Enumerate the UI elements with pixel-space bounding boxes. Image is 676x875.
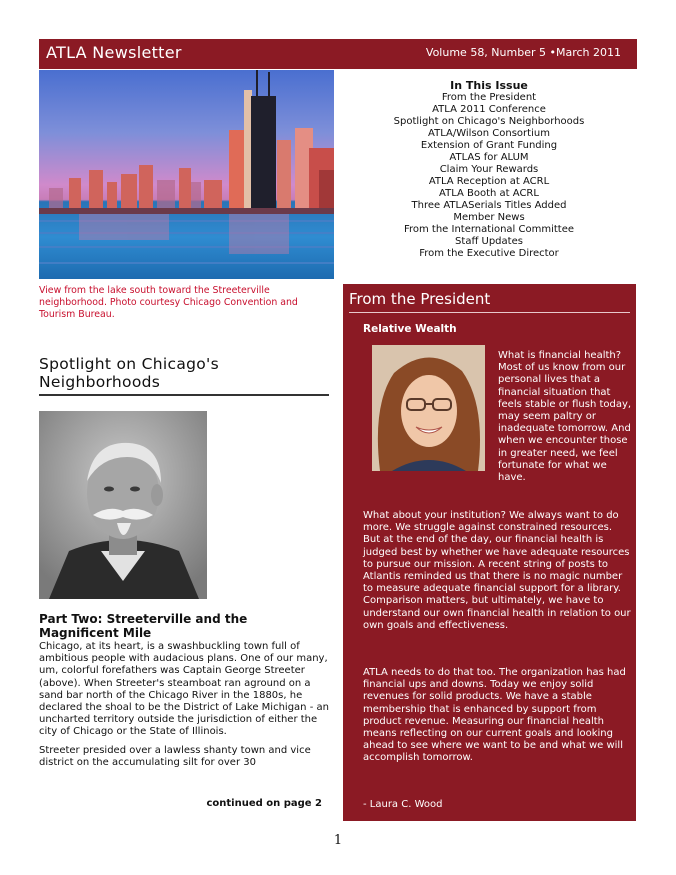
toc-item: ATLAS for ALUM [449,152,529,163]
toc-item: ATLA Reception at ACRL [428,176,550,187]
part-title: Part Two: Streeterville and the Magnificent Mile [39,612,248,640]
toc-item: Member News [453,212,525,223]
president-signature: - Laura C. Wood [363,799,443,810]
photo-caption: View from the lake south toward the Streeterville neighborhood. Photo courtesy Chicago Convention and Tourism Bureau. [39,285,298,320]
toc-item: Staff Updates [455,236,523,247]
toc-item: From the Executive Director [419,248,559,259]
toc-item: From the President [441,92,537,103]
toc-item: Extension of Grant Funding [420,140,558,151]
continued-link[interactable]: continued on page 2 [206,798,322,809]
president-column [343,284,636,821]
president-headshot [372,345,485,471]
toc-item: ATLA Booth at ACRL [439,188,539,199]
toc-item: Claim Your Rewards [439,164,539,175]
spotlight-article-body [39,641,331,775]
streeter-portrait [39,411,207,599]
president-paragraph-text: What is financial health? Most of us know from our personal lives that a financial situation that feels stable or flush today, may seem paltry or inadequate tomorrow. And when we encounter those in greater need, we feel fortunate for what we have. [498,350,632,484]
president-paragraph: ATLA needs to do that too. The organization has had financial ups and downs. Today we enjoy solid revenues for solid products. We have a stable membership that is enhanced by support from product revenue. Measuring our financial health means reflecting on our current goals and looking ahead to see where we want to be and what we will accomplish tomorrow. [363,667,626,764]
toc-item: Three ATLASerials Titles Added [411,200,567,211]
skyline-photo [39,70,334,279]
toc-item: ATLA 2011 Conference [432,104,546,115]
page-number: 1 [333,833,343,848]
newsletter-title: ATLA Newsletter [46,43,182,62]
toc-title: In This Issue [450,79,528,92]
president-paragraph: What about your institution? We always want to do more. We struggle against constrained resources. But at the end of the day, our financial health is judged best by whether we have adequate resources to pursue our mission. A recent string of posts to Atlantis reminded us that there is no magic number to measure adequate financial support for a library. Comparison matters, but ultimately, we have to understand our own financial health in relation to our own goals and effectiveness. [363,510,631,631]
newsletter-header [39,39,637,69]
article-paragraph: Chicago, at its heart, is a swashbuckling town full of ambitious people with audacious plans. One of our many, um, colorful forefathers was Captain George Streeter (above). When Streeter's steamboat ran aground on a sand bar north of the Chicago River in the 1880s, he declared the shoal to be the District of Lake Michigan - an uncharted territory outside the jurisdiction of either the city of Chicago or the State of Illinois. [39,641,329,738]
toc-item: ATLA/Wilson Consortium [428,128,550,139]
toc-item: From the International Committee [403,224,575,235]
spotlight-heading: Spotlight on Chicago's Neighborhoods [39,355,329,396]
toc-item: Spotlight on Chicago's Neighborhoods [393,116,585,127]
president-heading: From the President [349,290,630,313]
article-paragraph: Streeter presided over a lawless shanty town and vice district on the accumulating silt for over 30 [39,744,311,768]
president-subtitle: Relative Wealth [363,323,457,335]
in-this-issue [339,80,639,260]
issue-info: Volume 58, Number 5 •March 2011 [425,46,621,59]
